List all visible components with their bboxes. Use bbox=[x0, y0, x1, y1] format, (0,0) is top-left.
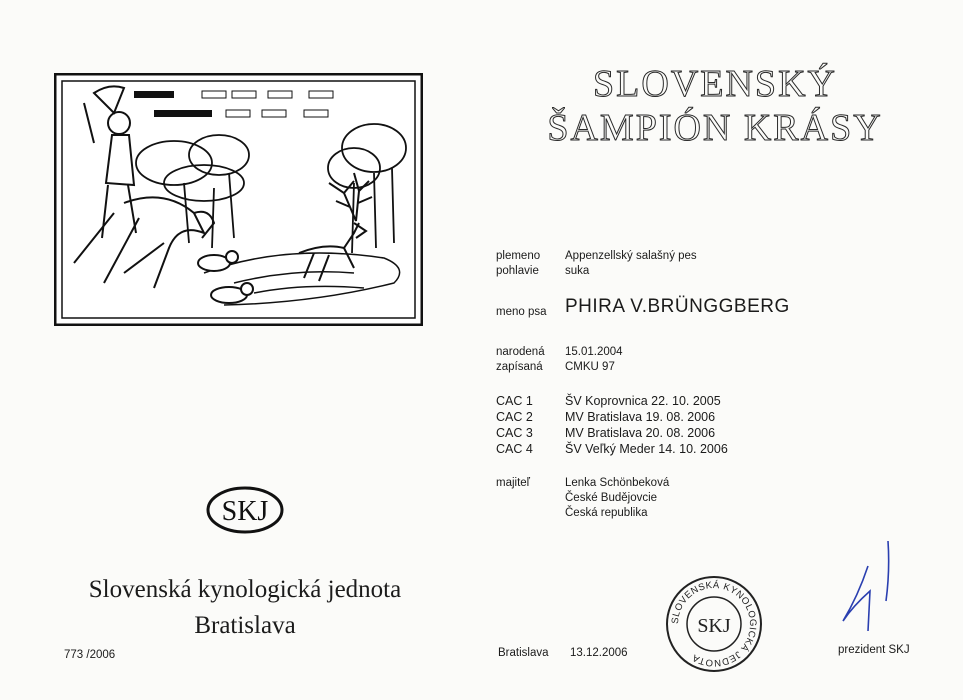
certificate-number: 773 /2006 bbox=[64, 649, 116, 661]
stamp-ring-text: SLOVENSKÁ KYNOLOGICKÁ JEDNOTA bbox=[669, 579, 759, 669]
certificate-title-line1: SLOVENSKÝ bbox=[593, 63, 837, 105]
owner-country: Česká republika bbox=[565, 507, 648, 519]
cac-value: ŠV Veľký Meder 14. 10. 2006 bbox=[565, 442, 728, 456]
issue-place: Bratislava bbox=[498, 647, 549, 659]
sex-label: pohlavie bbox=[496, 265, 539, 277]
round-stamp-icon bbox=[664, 574, 764, 674]
cac-value: ŠV Koprovnica 22. 10. 2005 bbox=[565, 394, 721, 408]
organization-name: Slovenská kynologická jednota bbox=[88, 576, 402, 603]
cac-value: MV Bratislava 20. 08. 2006 bbox=[565, 426, 716, 440]
born-label: narodená bbox=[496, 346, 545, 358]
stamp-center-text: SKJ bbox=[697, 615, 731, 637]
skj-monogram-icon bbox=[205, 485, 285, 535]
organization-city: Bratislava bbox=[194, 612, 296, 639]
signature-mark bbox=[828, 536, 908, 636]
logo-text: SKJ bbox=[221, 496, 269, 527]
president-caption: prezident SKJ bbox=[838, 644, 910, 656]
dog-name: PHIRA V.BRÜNGGBERG bbox=[565, 296, 790, 317]
owner-name: Lenka Schönbeková bbox=[565, 477, 670, 489]
born-value: 15.01.2004 bbox=[565, 346, 623, 358]
owner-label: majiteľ bbox=[496, 477, 531, 489]
certificate-title-line2: ŠAMPIÓN KRÁSY bbox=[547, 107, 883, 149]
owner-city: České Budějovcie bbox=[565, 492, 658, 504]
breed-label: plemeno bbox=[496, 250, 541, 262]
cac-label: CAC 1 bbox=[496, 394, 533, 408]
dog-name-label: meno psa bbox=[496, 306, 547, 318]
cac-label: CAC 3 bbox=[496, 426, 533, 440]
cac-label: CAC 2 bbox=[496, 410, 533, 424]
sex-value: suka bbox=[565, 265, 590, 277]
breed-value: Appenzellský salašný pes bbox=[565, 250, 697, 262]
hunting-illustration bbox=[54, 73, 423, 326]
issue-date: 13.12.2006 bbox=[570, 647, 628, 659]
cac-label: CAC 4 bbox=[496, 442, 533, 456]
registered-value: CMKU 97 bbox=[565, 361, 615, 373]
cac-value: MV Bratislava 19. 08. 2006 bbox=[565, 410, 716, 424]
registered-label: zapísaná bbox=[496, 361, 543, 373]
